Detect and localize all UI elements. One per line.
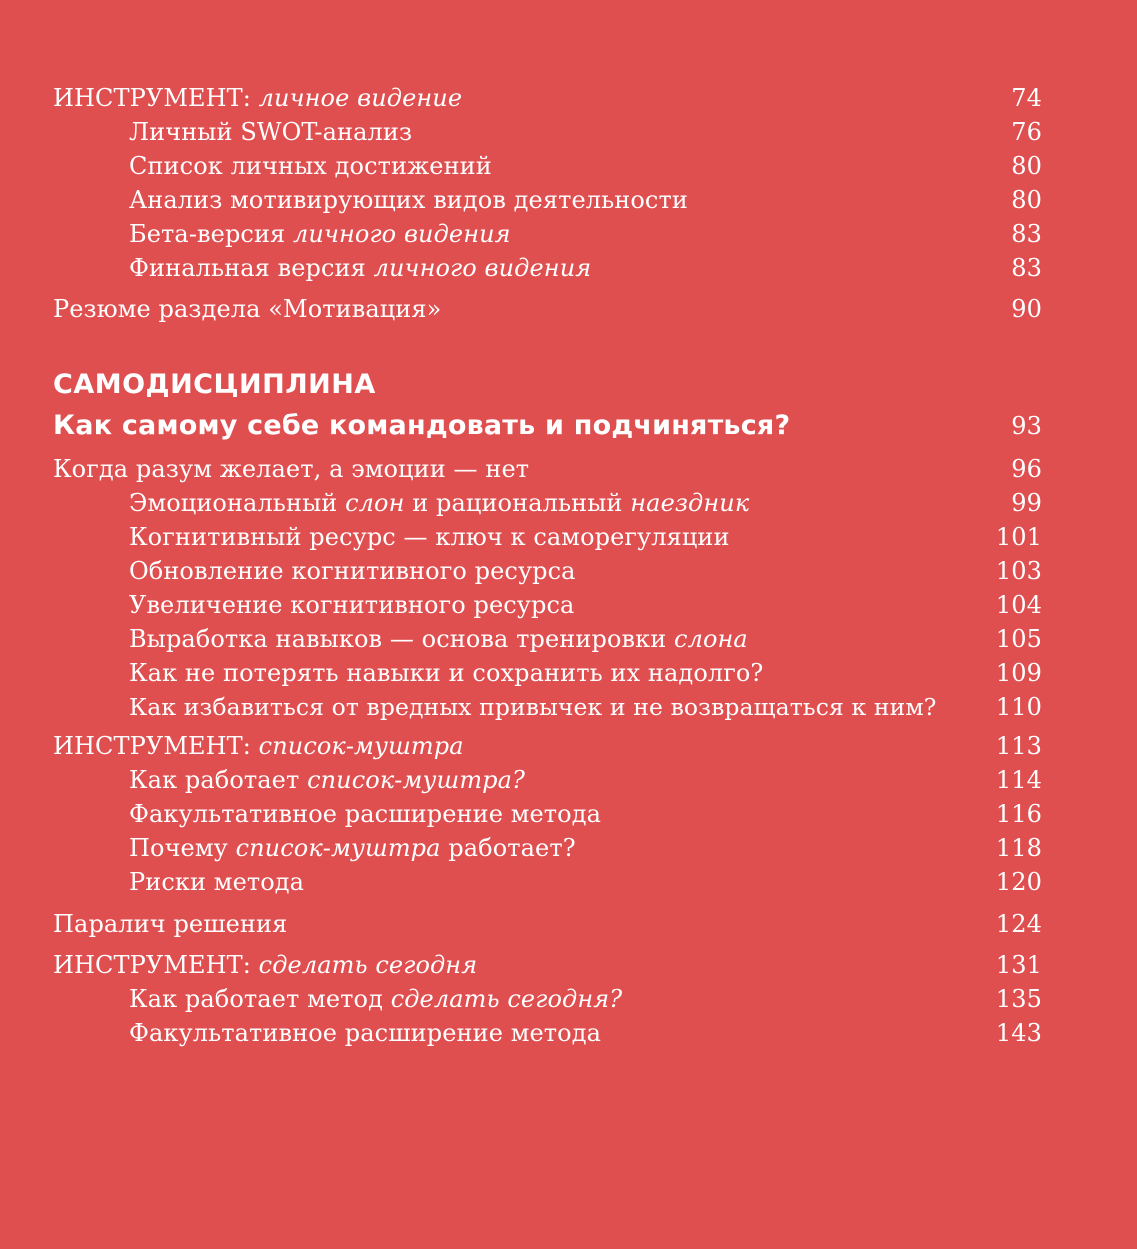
section-subtitle: Как самому себе командовать и подчиняться?	[53, 410, 791, 441]
entry-text: Паралич решения	[53, 910, 288, 938]
entry-text-italic: наездник	[630, 489, 750, 517]
entry-text: Увеличение когнитивного ресурса	[129, 591, 575, 619]
toc-entry	[0, 81, 1137, 115]
page-number: 83	[1011, 254, 1042, 282]
page-number: 131	[995, 951, 1042, 979]
toc-entry	[0, 486, 1137, 520]
page-number: 118	[995, 834, 1042, 862]
page-number: 96	[1011, 455, 1042, 483]
entry-text-italic: личного видения	[293, 220, 511, 248]
entry-text-italic: сделать сегодня?	[390, 985, 623, 1013]
entry-text: Факультативное расширение метода	[129, 800, 602, 828]
page-number: 135	[995, 985, 1042, 1013]
page-number: 143	[995, 1019, 1042, 1047]
page-number: 80	[1011, 152, 1042, 180]
page-number: 109	[995, 659, 1042, 687]
toc-entry	[0, 763, 1137, 797]
entry-text: Финальная версия	[129, 254, 374, 282]
toc-entry	[0, 622, 1137, 656]
toc-entry	[0, 865, 1137, 899]
page-number: 120	[995, 868, 1042, 896]
entry-text: Анализ мотивирующих видов деятельности	[129, 186, 688, 214]
page-number: 124	[995, 910, 1042, 938]
toc-entry	[0, 948, 1137, 982]
entry-text-italic: личное видение	[258, 84, 463, 112]
page-number: 76	[1011, 118, 1042, 146]
page-number: 74	[1011, 84, 1042, 112]
page-number: 80	[1011, 186, 1042, 214]
section-subtitle-row	[0, 409, 1137, 443]
toc-entry	[0, 797, 1137, 831]
entry-text: Эмоциональный	[129, 489, 346, 517]
page-number: 104	[995, 591, 1042, 619]
entry-text-italic: слона	[674, 625, 748, 653]
entry-text-italic: слон	[345, 489, 405, 517]
entry-text: ИНСТРУМЕНТ:	[53, 951, 259, 979]
entry-text-italic: список-муштра	[235, 834, 441, 862]
toc-entry	[0, 217, 1137, 251]
page-number: 83	[1011, 220, 1042, 248]
entry-text-italic: личного видения	[373, 254, 592, 282]
entry-text: Риски метода	[129, 868, 305, 896]
section-title: САМОДИСЦИПЛИНА	[53, 369, 376, 400]
entry-text: Выработка навыков — основа тренировки	[129, 625, 675, 653]
toc-entry	[0, 452, 1137, 486]
entry-text: Список личных достижений	[129, 152, 492, 180]
page-number: 105	[995, 625, 1042, 653]
toc-entry	[0, 149, 1137, 183]
toc-entry	[0, 251, 1137, 285]
entry-text: Личный SWOT-анализ	[129, 118, 413, 146]
entry-text: Как избавиться от вредных привычек и не возвращаться к ним?	[129, 693, 937, 721]
entry-text: Бета-версия	[129, 220, 294, 248]
page-number: 101	[995, 523, 1042, 551]
toc-entry	[0, 183, 1137, 217]
entry-text: Когнитивный ресурс — ключ к саморегуляции	[129, 523, 730, 551]
entry-text: Почему	[129, 834, 236, 862]
entry-text: Факультативное расширение метода	[129, 1019, 602, 1047]
toc-entry	[0, 656, 1137, 690]
entry-text-italic: сделать сегодня	[258, 951, 478, 979]
page-number: 93	[1011, 412, 1042, 440]
page-number: 116	[995, 800, 1042, 828]
entry-text: Как не потерять навыки и сохранить их надолго?	[129, 659, 764, 687]
toc-entry	[0, 1016, 1137, 1050]
entry-text: Как работает метод	[129, 985, 391, 1013]
entry-text: Когда разум желает, а эмоции — нет	[53, 455, 530, 483]
toc-entry	[0, 729, 1137, 763]
page-number: 90	[1011, 295, 1042, 323]
toc-entry	[0, 554, 1137, 588]
entry-text: ИНСТРУМЕНТ:	[53, 84, 259, 112]
page-number: 113	[995, 732, 1042, 760]
toc-entry	[0, 115, 1137, 149]
entry-text: Как работает	[129, 766, 308, 794]
toc-entry	[0, 690, 1137, 724]
page-number: 99	[1011, 489, 1042, 517]
entry-text: Обновление когнитивного ресурса	[129, 557, 576, 585]
toc-entry	[0, 520, 1137, 554]
page-number: 114	[995, 766, 1042, 794]
entry-text: и рациональный	[404, 489, 631, 517]
entry-text: ИНСТРУМЕНТ:	[53, 732, 259, 760]
page-number: 103	[995, 557, 1042, 585]
entry-text: работает?	[440, 834, 576, 862]
toc-entry	[0, 588, 1137, 622]
toc-entry	[0, 982, 1137, 1016]
entry-text-italic: список-муштра	[258, 732, 464, 760]
toc-entry	[0, 831, 1137, 865]
page-number: 110	[995, 693, 1042, 721]
toc-entry	[0, 907, 1137, 941]
entry-text: Резюме раздела «Мотивация»	[53, 295, 442, 323]
entry-text-italic: список-муштра?	[307, 766, 526, 794]
toc-entry	[0, 292, 1137, 326]
